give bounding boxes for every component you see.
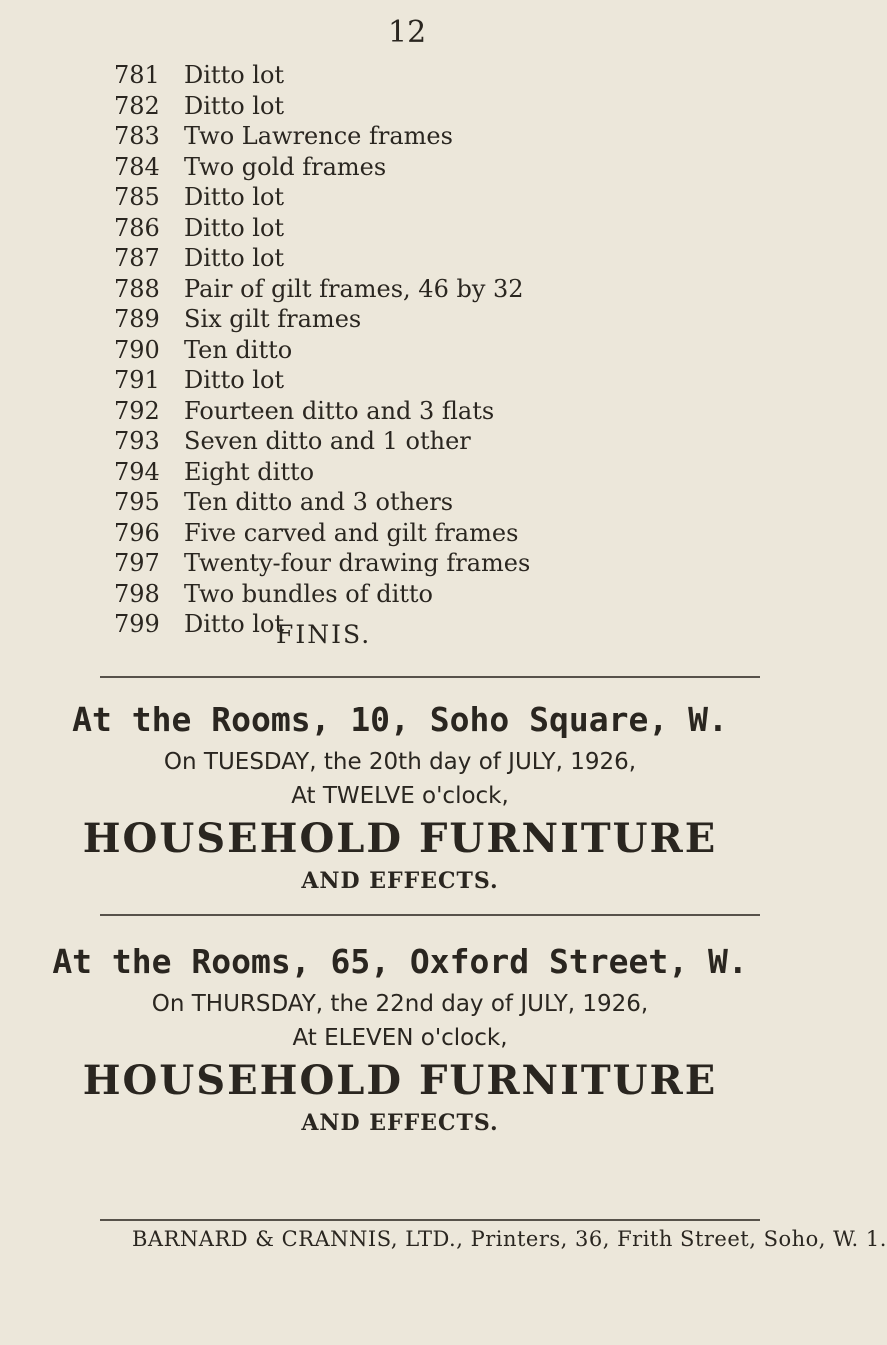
lot-number: 795 [114, 488, 160, 517]
lot-item [114, 91, 674, 122]
lot-number: 785 [114, 183, 160, 212]
lot-number: 782 [114, 91, 160, 120]
lot-description: Ditto lot [184, 366, 285, 395]
lot-number: 781 [114, 61, 160, 90]
lot-item [114, 609, 674, 640]
lot-number: 790 [114, 335, 160, 364]
lot-item [114, 152, 674, 183]
lot-number: 789 [114, 305, 160, 334]
divider-rule [100, 1219, 760, 1221]
lot-description: Seven ditto and 1 other [184, 427, 471, 456]
divider-rule [100, 676, 760, 678]
lot-description: Ditto lot [184, 610, 285, 639]
lot-number: 797 [114, 549, 160, 578]
lot-description: Two bundles of ditto [184, 579, 433, 608]
lot-number: 796 [114, 518, 160, 547]
lot-description: Pair of gilt frames, 46 by 32 [184, 274, 524, 303]
lot-description: Ditto lot [184, 213, 285, 242]
lot-item [114, 304, 674, 335]
lot-number: 792 [114, 396, 160, 425]
lot-description: Fourteen ditto and 3 flats [184, 396, 495, 425]
lot-number: 798 [114, 579, 160, 608]
printer-imprint: BARNARD & CRANNIS, LTD., Printers, 36, Frith Street, Soho, W. 1. [132, 1227, 887, 1251]
lot-number: 799 [114, 610, 160, 639]
lot-item [114, 457, 674, 488]
notice-time: At ELEVEN o'clock, [292, 1025, 508, 1051]
lot-number: 784 [114, 152, 160, 181]
lot-description: Ditto lot [184, 244, 285, 273]
notice-heading: HOUSEHOLD FURNITURE [82, 1057, 718, 1104]
lot-number: 791 [114, 366, 160, 395]
lot-item [114, 365, 674, 396]
lot-description: Ten ditto and 3 others [184, 488, 454, 517]
lot-number: 788 [114, 274, 160, 303]
lot-item [114, 487, 674, 518]
lot-item [114, 213, 674, 244]
lot-item [114, 335, 674, 366]
notice-date: On TUESDAY, the 20th day of JULY, 1926, [163, 749, 637, 775]
lot-item [114, 121, 674, 152]
lot-item [114, 426, 674, 457]
lot-number: 787 [114, 244, 160, 273]
lot-item [114, 243, 674, 274]
lot-number: 794 [114, 457, 160, 486]
lot-number: 786 [114, 213, 160, 242]
lot-description: Ditto lot [184, 61, 285, 90]
lot-item [114, 182, 674, 213]
notice-venue: At the Rooms, 65, Oxford Street, W. [52, 942, 748, 981]
notice-venue: At the Rooms, 10, Soho Square, W. [72, 700, 728, 739]
lot-item [114, 396, 674, 427]
divider-rule [100, 914, 760, 916]
lot-description: Five carved and gilt frames [184, 518, 519, 547]
lot-item [114, 548, 674, 579]
notice-subheading: AND EFFECTS. [301, 1110, 499, 1136]
lot-item [114, 274, 674, 305]
lot-description: Two Lawrence frames [184, 122, 453, 151]
lot-description: Twenty-four drawing frames [184, 549, 531, 578]
notice-subheading: AND EFFECTS. [301, 868, 499, 894]
lot-number: 793 [114, 427, 160, 456]
notice-date: On THURSDAY, the 22nd day of JULY, 1926, [151, 991, 649, 1017]
lot-item [114, 518, 674, 549]
notice-heading: HOUSEHOLD FURNITURE [82, 815, 718, 862]
notice-time: At TWELVE o'clock, [291, 783, 509, 809]
page-number: 12 [388, 15, 427, 50]
lot-description: Six gilt frames [184, 305, 362, 334]
lot-item [114, 579, 674, 610]
lot-description: Ten ditto [184, 335, 293, 364]
lot-description: Two gold frames [184, 152, 387, 181]
lot-number: 783 [114, 122, 160, 151]
lot-description: Ditto lot [184, 183, 285, 212]
sale-notice-oxford [0, 942, 800, 1136]
lot-list [114, 60, 674, 640]
lot-description: Eight ditto [184, 457, 315, 486]
sale-notice-soho [0, 700, 800, 894]
finis-mark: FINIS. [276, 620, 372, 649]
lot-item [114, 60, 674, 91]
lot-description: Ditto lot [184, 91, 285, 120]
